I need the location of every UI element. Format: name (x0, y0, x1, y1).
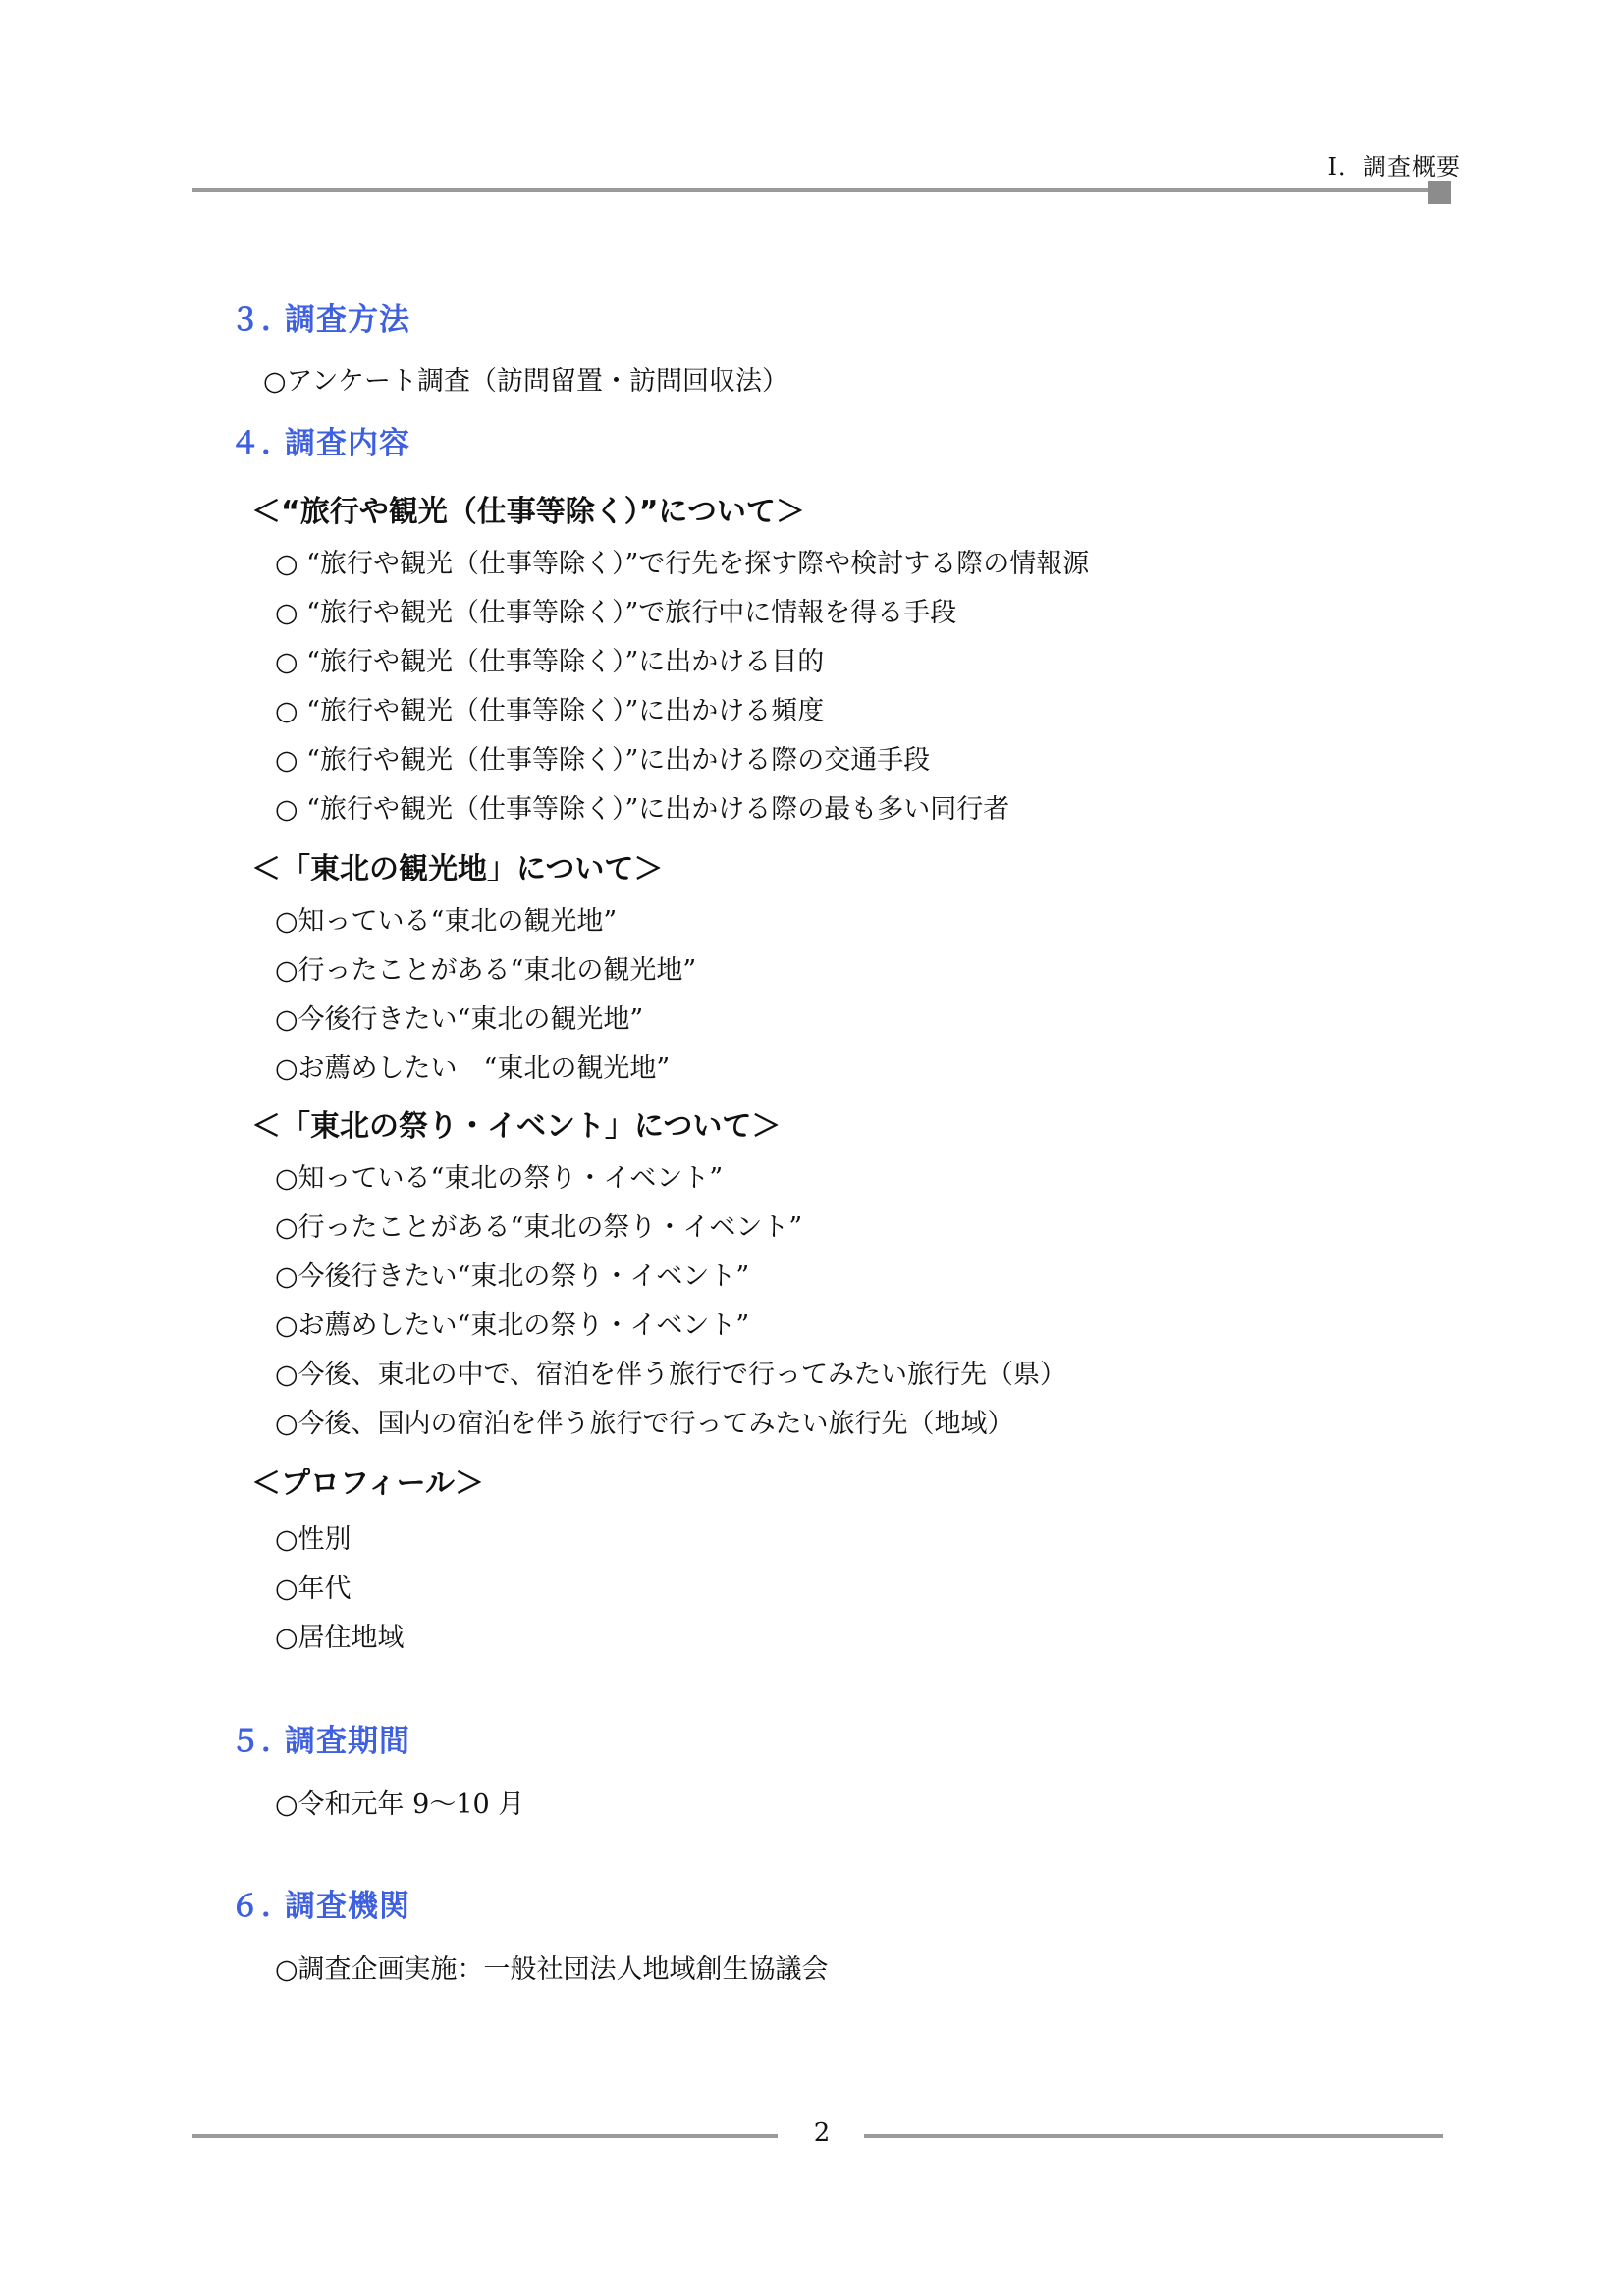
subheading-festivals: ＜「東北の祭り・イベント」について＞ (251, 1109, 782, 1144)
list-item: ○お薦めしたい “東北の観光地” (275, 1053, 671, 1084)
header-marker-block (1428, 181, 1451, 204)
subheading-travel: ＜“旅行や観光（仕事等除く）”について＞ (251, 495, 805, 529)
list-item: ○ “旅行や観光（仕事等除く）”に出かける頻度 (275, 696, 825, 726)
page-number: 2 (813, 2118, 831, 2148)
section-heading-method (230, 294, 410, 339)
section-title: 調査方法 (285, 302, 410, 338)
list-item: ○今後行きたい“東北の祭り・イベント” (275, 1261, 750, 1292)
list-item: ○ “旅行や観光（仕事等除く）”に出かける際の最も多い同行者 (275, 794, 1010, 825)
list-item: ○調査企画実施：一般社団法人地域創生協議会 (275, 1954, 829, 1985)
footer-rule-right (864, 2134, 1443, 2138)
footer-rule-left (192, 2134, 778, 2138)
section-title: 調査内容 (285, 426, 410, 461)
section-title: 調査機関 (285, 1889, 410, 1924)
list-item: ○ “旅行や観光（仕事等除く）”で旅行中に情報を得る手段 (275, 598, 957, 628)
list-item: ○今後、国内の宿泊を伴う旅行で行ってみたい旅行先（地域） (275, 1409, 1014, 1439)
list-item: ○アンケート調査（訪問留置・訪問回収法） (263, 366, 788, 397)
subheading-profile: ＜プロフィール＞ (251, 1467, 484, 1501)
list-item: ○居住地域 (275, 1623, 405, 1653)
section-number: ５． (230, 1724, 293, 1759)
list-item: ○お薦めしたい“東北の祭り・イベント” (275, 1310, 750, 1341)
section-number: ６． (230, 1889, 293, 1924)
list-item: ○ “旅行や観光（仕事等除く）”で行先を探す際や検討する際の情報源 (275, 549, 1090, 579)
list-item: ○令和元年 9～10 月 (275, 1789, 525, 1820)
section-heading-period (230, 1716, 410, 1760)
section-heading-content (230, 418, 410, 462)
list-item: ○ “旅行や観光（仕事等除く）”に出かける際の交通手段 (275, 745, 931, 775)
list-item: ○行ったことがある“東北の祭り・イベント” (275, 1212, 803, 1243)
section-number: ４． (230, 426, 293, 461)
list-item: ○知っている“東北の観光地” (275, 906, 618, 936)
subheading-tourist-spots: ＜「東北の観光地」について＞ (251, 852, 664, 886)
list-item: ○今後、東北の中で、宿泊を伴う旅行で行ってみたい旅行先（県） (275, 1360, 1067, 1390)
section-title: 調査期間 (285, 1724, 410, 1759)
list-item: ○知っている“東北の祭り・イベント” (275, 1163, 724, 1194)
section-heading-organization (230, 1881, 410, 1925)
header-rule (192, 188, 1437, 192)
list-item: ○性別 (275, 1524, 352, 1555)
list-item: ○年代 (275, 1574, 352, 1604)
list-item: ○行ったことがある“東北の観光地” (275, 955, 697, 986)
list-item: ○今後行きたい“東北の観光地” (275, 1004, 644, 1035)
section-number: ３． (230, 302, 293, 338)
chapter-header: Ⅰ．調査概要 (1327, 153, 1461, 181)
list-item: ○ “旅行や観光（仕事等除く）”に出かける目的 (275, 647, 825, 677)
